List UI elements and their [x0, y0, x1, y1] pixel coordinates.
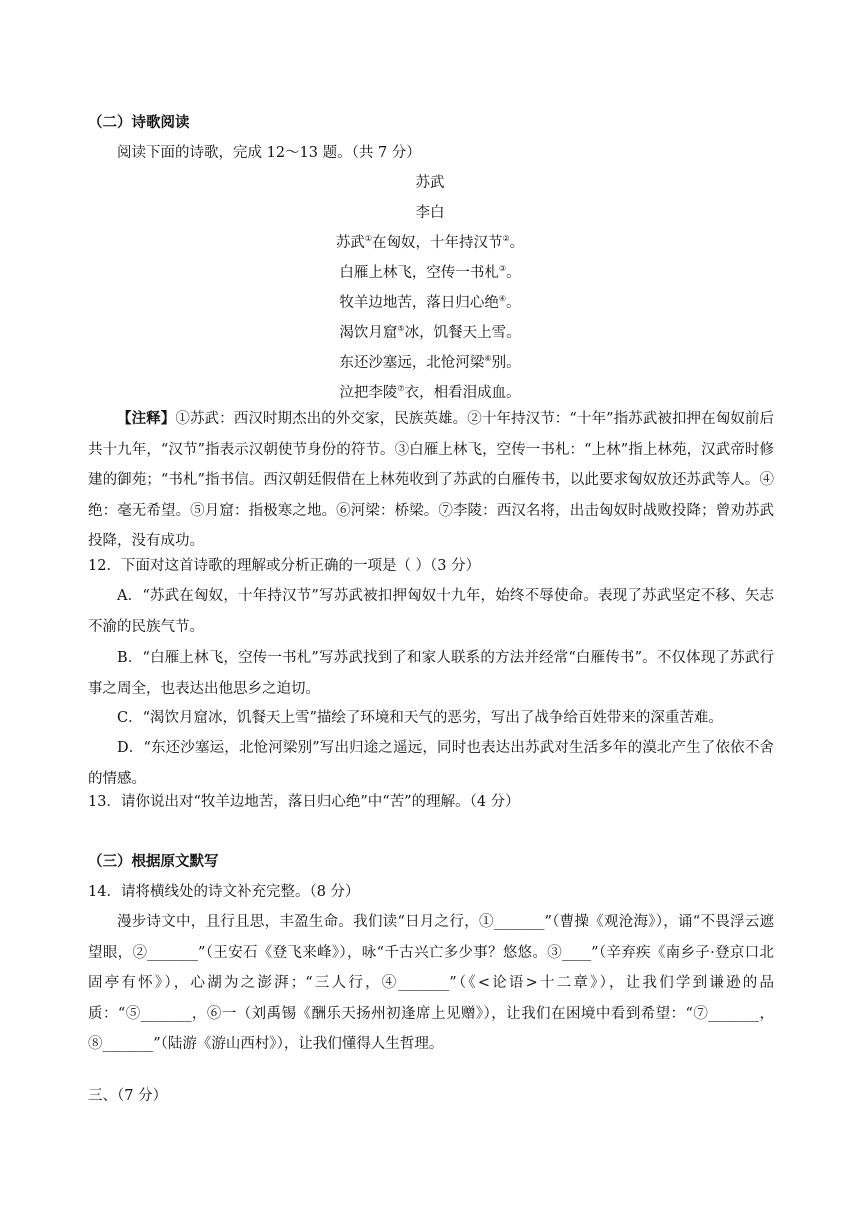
notes-paragraph — [88, 404, 774, 557]
poem-title: 苏武 — [415, 175, 445, 191]
section3-title: （三）根据原文默写 — [88, 853, 219, 870]
poem-author: 李白 — [415, 205, 445, 221]
poem-line: 渴饮月窟⑤冰，饥餐天上雪。 — [339, 324, 521, 341]
option-d: D．“东还沙塞运，北怆河梁别”写出归途之遥远，同时也表达出苏武对生活多年的漠北产生了依依不舍的情感。 — [88, 740, 774, 787]
question-14-text: 漫步诗文中，且行且思，丰盈生命。我们读“日月之行，①_______”（曹操《观沧海》），诵“不畏浮云遮望眼，②_______”（王安石《登飞来峰》），咏“千古兴亡多少事？悠悠。③____”（辛弃疾《南乡子·登京口北固亭有怀》），心湖为之澎湃；“三人行，④_______”（《<论语>十二章》），让我们学到谦逊的品质：“⑤_______，⑥一（刘禹锡《酬乐天扬州初逢席上见赠》），让我们在困境中看到希望：“⑦_______，⑧_______”（陆游《游山西村》），让我们懂得人生哲理。 — [88, 914, 774, 1052]
poem-line: 苏武①在匈奴，十年持汉节②。 — [335, 234, 525, 251]
notes-text: ①苏武：西汉时期杰出的外交家，民族英雄。②十年持汉节：“十年”指苏武被扣押在匈奴前后共十九年，“汉节”指表示汉朝使节身份的符节。③白雁上林飞，空传一书札：“上林”指上林苑，汉武帝时修建的御苑；“书札”指书信。西汉朝廷假借在上林苑收到了苏武的白雁传书，以此要求匈奴放还苏武等人。④绝：毫无希望。⑤月窟：指极寒之地。⑥河梁：桥梁。⑦李陵：西汉名将，出击匈奴时战败投降；曾劝苏武投降，没有成功。 — [88, 411, 774, 549]
poem-line: 白雁上林飞，空传一书札③。 — [339, 264, 521, 281]
option-a: A．“苏武在匈奴，十年持汉节”写苏武被扣押匈奴十九年，始终不辱使命。表现了苏武坚定不移、矢志不渝的民族气节。 — [88, 588, 774, 635]
section2-title: （二）诗歌阅读 — [88, 114, 190, 131]
poem-line: 泣把李陵⑦衣，相看泪成血。 — [339, 384, 521, 401]
option-c: C．“渴饮月窟冰，饥餐天上雪”描绘了环境和天气的恶劣，写出了战争给百姓带来的深重苦难。 — [117, 710, 723, 726]
section-three-heading: 三、（7 分） — [88, 1088, 168, 1104]
question-13: 13．请你说出对“牧羊边地苦，落日归心绝”中“苦”的理解。（4 分） — [88, 794, 520, 810]
question-12-stem: 12．下面对这首诗歌的理解或分析正确的一项是（ ）（3 分） — [88, 558, 481, 574]
reading-instruction: 阅读下面的诗歌，完成 12～13 题。（共 7 分） — [117, 145, 421, 161]
poem-line: 牧羊边地苦，落日归心绝④。 — [339, 294, 521, 311]
option-b: B．“白雁上林飞，空传一书札”写苏武找到了和家人联系的方法并经常“白雁传书”。不仅体现了苏武行事之周全，也表达出他思乡之迫切。 — [88, 650, 774, 697]
notes-label: 【注释】 — [117, 410, 176, 427]
question-14-stem: 14．请将横线处的诗文补充完整。（8 分） — [88, 884, 360, 900]
poem-line: 东还沙塞远，北怆河梁⑥别。 — [339, 354, 521, 371]
